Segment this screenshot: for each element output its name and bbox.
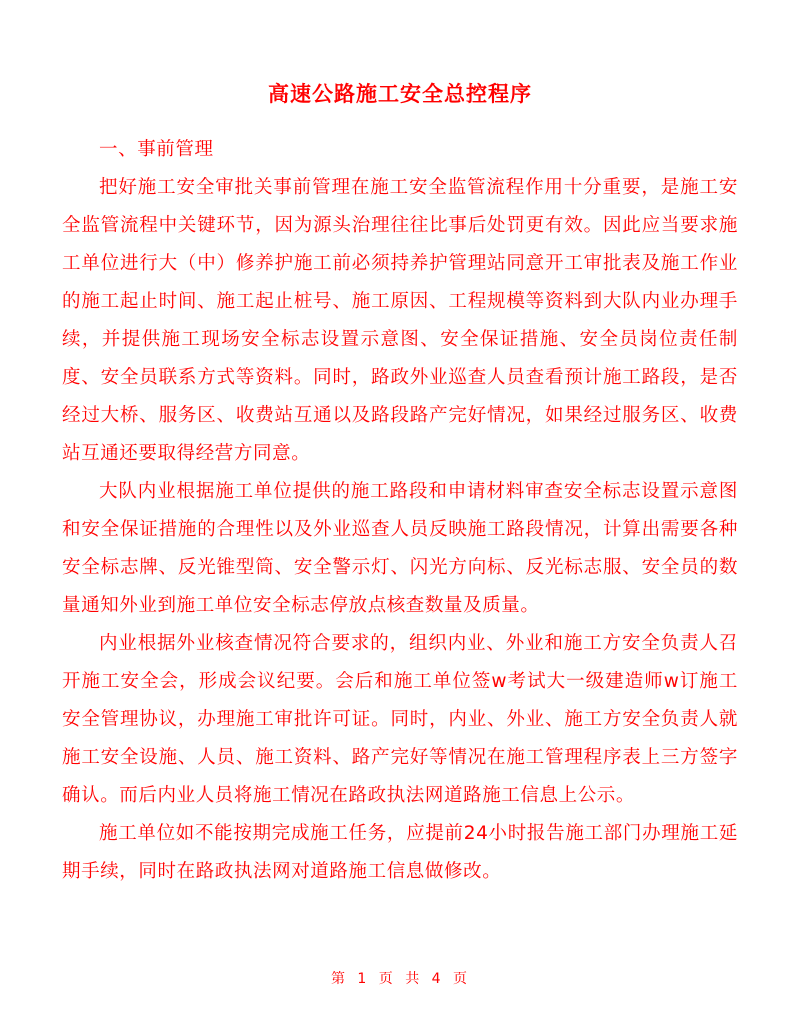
paragraph-2: 大队内业根据施工单位提供的施工路段和申请材料审查安全标志设置示意图和安全保证措施的合理性以及外业巡查人员反映施工路段情况，计算出需要各种安全标志牌、反光锥型筒、安全警示灯、闪光方向标、反光标志服、安全员的数量通知外业到施工单位安全标志停放点核查数量及质量。 [62,481,738,617]
page-footer [0,968,800,988]
paragraph-1: 把好施工安全审批关事前管理在施工安全监管流程作用十分重要，是施工安全监管流程中关键环节，因为源头治理往往比事后处罚更有效。因此应当要求施工单位进行大（中）修养护施工前必须持养护管理站同意开工审批表及施工作业的施工起止时间、施工起止桩号、施工原因、工程规模等资料到大队内业办理手续，并提供施工现场安全标志设置示意图、安全保证措施、安全员岗位责任制度、安全员联系方式等资料。同时，路政外业巡查人员查看预计施工路段，是否经过大桥、服务区、收费站互通以及路段路产完好情况，如果经过服务区、收费站互通还要取得经营方同意。 [62,177,738,465]
page-title: 高速公路施工安全总控程序 [268,82,532,106]
footer-total-pages: 4 [431,971,443,987]
footer-suffix: 页 [453,971,470,987]
footer-prefix: 第 [330,971,347,987]
paragraph-section-heading: 一、事前管理 [99,139,214,161]
document-body [62,131,738,891]
footer-page-label: 页 [378,971,395,987]
footer-page-number: 1 [357,971,369,987]
paragraph-3: 内业根据外业核查情况符合要求的，组织内业、外业和施工方安全负责人召开施工安全会，形成会议纪要。会后和施工单位签w考试大一级建造师w订施工安全管理协议，办理施工审批许可证。同时，内业、外业、施工方安全负责人就施工安全设施、人员、施工资料、路产完好等情况在施工管理程序表上三方签字确认。而后内业人员将施工情况在路政执法网道路施工信息上公示。 [62,633,738,807]
footer-total-label: 共 [405,971,422,987]
paragraph-4: 施工单位如不能按期完成施工任务，应提前24小时报告施工部门办理施工延期手续，同时在路政执法网对道路施工信息做修改。 [62,823,738,883]
